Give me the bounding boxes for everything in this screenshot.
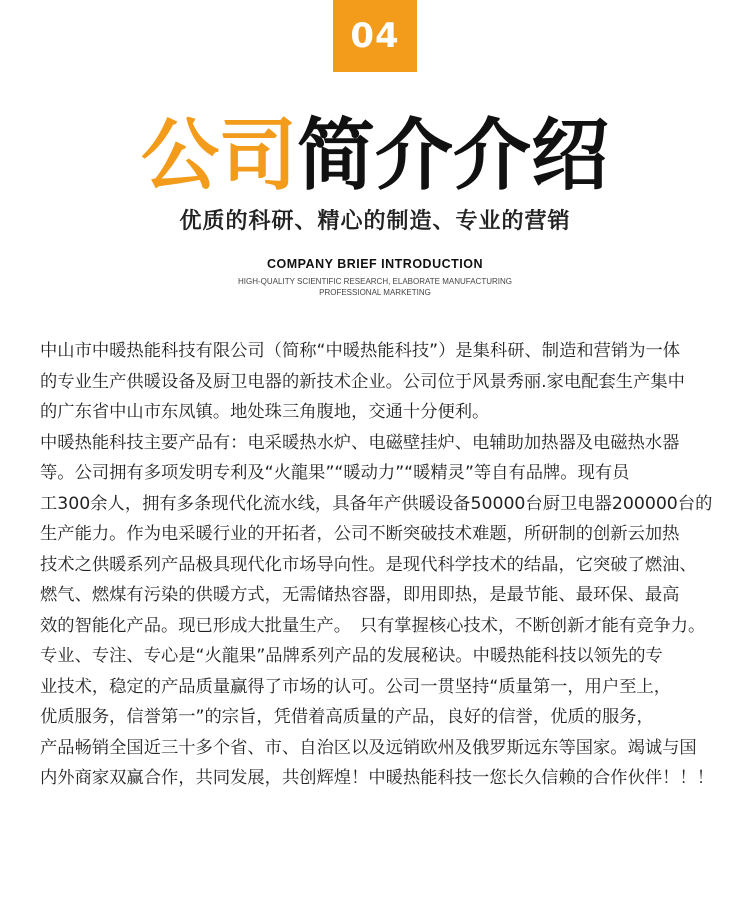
section-number-badge: [333, 0, 417, 72]
page-title: [0, 108, 750, 204]
body-line: 中山市中暖热能科技有限公司（简称“中暖热能科技”）是集科研、制造和营销为一体: [40, 341, 681, 361]
body-line: 的广东省中山市东凤镇。地处珠三角腹地，交通十分便利。: [40, 402, 490, 422]
english-subtitle-line-1: HIGH-QUALITY SCIENTIFIC RESEARCH, ELABORATE MANUFACTURING: [238, 277, 512, 286]
english-subtitle: [0, 276, 750, 298]
page-title-rest: 简介介绍: [297, 111, 610, 201]
english-title: COMPANY BRIEF INTRODUCTION: [266, 257, 483, 271]
section-number: 04: [350, 16, 400, 56]
body-line: 产品畅销全国近三十多个省、市、自治区以及远销欧州及俄罗斯远东等国家。竭诚与国: [40, 737, 697, 758]
body-line: 工300余人，拥有多条现代化流水线，具备年产供暖设备50000台厨卫电器200000台的: [40, 493, 713, 514]
body-line: 技术之供暖系列产品极具现代化市场导向性。是现代科学技术的结晶，它突破了燃油、: [40, 554, 697, 575]
page-title-accent: 公司: [140, 111, 297, 201]
body-line: 业技术，稳定的产品质量赢得了市场的认可。公司一贯坚持“质量第一，用户至上，: [40, 676, 672, 697]
company-description: [40, 336, 716, 794]
body-line: 等。公司拥有多项发明专利及“火龍果”“暖动力”“暖精灵”等自有品牌。现有员: [40, 463, 630, 483]
body-line: 内外商家双赢合作，共同发展，共创辉煌！中暖热能科技一您长久信赖的合作伙伴！！！: [40, 768, 714, 788]
body-line: 中暖热能科技主要产品有：电采暖热水炉、电磁壁挂炉、电辅助加热器及电磁热水器: [40, 432, 680, 453]
body-line: 生产能力。作为电采暖行业的开拓者，公司不断突破技术难题，所研制的创新云加热: [40, 524, 680, 544]
body-line: 专业、专注、专心是“火龍果”品牌系列产品的发展秘诀。中暖热能科技以领先的专: [40, 646, 663, 666]
body-line: 效的智能化产品。现已形成大批量生产。 只有掌握核心技术，不断创新才能有竞争力。: [40, 615, 706, 636]
english-subtitle-line-2: PROFESSIONAL MARKETING: [319, 288, 431, 297]
body-line: 优质服务，信誉第一”的宗旨，凭借着高质量的产品，良好的信誉，优质的服务，: [40, 707, 654, 727]
body-line: 燃气、燃煤有污染的供暖方式，无需储热容器，即用即热，是最节能、最环保、最高: [40, 585, 680, 605]
page-subtitle: 优质的科研、精心的制造、专业的营销: [179, 209, 571, 234]
body-line: 的专业生产供暖设备及厨卫电器的新技术企业。公司位于风景秀丽.家电配套生产集中: [40, 371, 685, 392]
